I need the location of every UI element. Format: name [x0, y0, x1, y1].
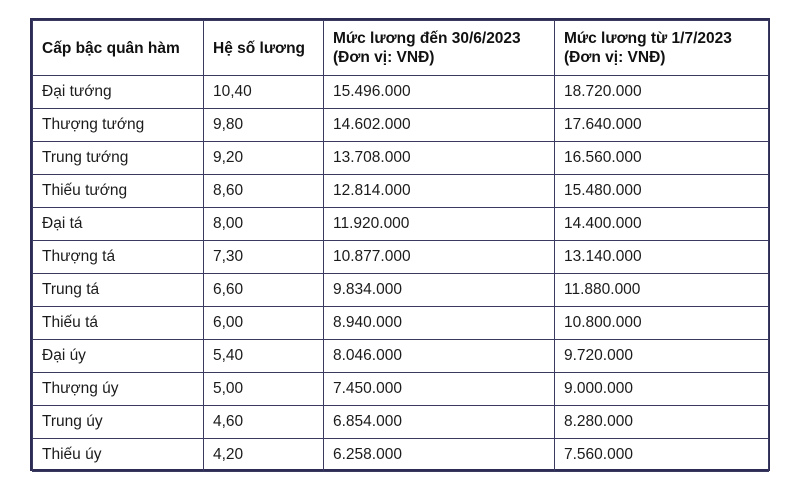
cell-rank: Trung tướng	[33, 142, 204, 175]
cell-salary-new: 17.640.000	[555, 109, 769, 142]
cell-coefficient: 10,40	[204, 76, 324, 109]
table-row	[33, 109, 769, 142]
table-header-row	[33, 21, 769, 76]
table-row	[33, 373, 769, 406]
header-salary-old-title: Mức lương đến 30/6/2023	[333, 30, 521, 47]
header-coefficient-label: Hệ số lương	[213, 39, 306, 57]
cell-salary-new: 13.140.000	[555, 241, 769, 274]
cell-rank: Đại tá	[33, 208, 204, 241]
cell-rank: Đại tướng	[33, 76, 204, 109]
cell-salary-old: 13.708.000	[324, 142, 555, 175]
cell-salary-new: 14.400.000	[555, 208, 769, 241]
cell-salary-old: 9.834.000	[324, 274, 555, 307]
table-row	[33, 175, 769, 208]
table-row	[33, 76, 769, 109]
cell-coefficient: 4,60	[204, 406, 324, 439]
cell-salary-old: 6.854.000	[324, 406, 555, 439]
cell-rank: Thượng úy	[33, 373, 204, 406]
cell-rank: Thiếu tá	[33, 307, 204, 340]
cell-coefficient: 8,60	[204, 175, 324, 208]
cell-rank: Trung úy	[33, 406, 204, 439]
cell-salary-old: 6.258.000	[324, 439, 555, 472]
table-row	[33, 439, 769, 472]
header-coefficient	[204, 21, 324, 76]
cell-salary-new: 18.720.000	[555, 76, 769, 109]
cell-coefficient: 5,00	[204, 373, 324, 406]
header-salary-new	[555, 21, 769, 76]
cell-salary-new: 11.880.000	[555, 274, 769, 307]
cell-salary-old: 8.046.000	[324, 340, 555, 373]
table-row	[33, 274, 769, 307]
cell-salary-new: 9.720.000	[555, 340, 769, 373]
cell-coefficient: 6,00	[204, 307, 324, 340]
header-rank-label: Cấp bậc quân hàm	[42, 39, 180, 57]
header-salary-old	[324, 21, 555, 76]
cell-salary-old: 15.496.000	[324, 76, 555, 109]
header-rank	[33, 21, 204, 76]
cell-salary-new: 7.560.000	[555, 439, 769, 472]
table-row	[33, 241, 769, 274]
cell-rank: Thiếu úy	[33, 439, 204, 472]
cell-rank: Thượng tá	[33, 241, 204, 274]
cell-salary-old: 8.940.000	[324, 307, 555, 340]
cell-rank: Trung tá	[33, 274, 204, 307]
cell-coefficient: 9,20	[204, 142, 324, 175]
table-row	[33, 340, 769, 373]
cell-coefficient: 4,20	[204, 439, 324, 472]
header-salary-old-unit: (Đơn vị: VNĐ)	[333, 49, 435, 66]
cell-rank: Thiếu tướng	[33, 175, 204, 208]
cell-coefficient: 8,00	[204, 208, 324, 241]
cell-rank: Thượng tướng	[33, 109, 204, 142]
cell-salary-new: 8.280.000	[555, 406, 769, 439]
cell-salary-old: 14.602.000	[324, 109, 555, 142]
header-salary-new-title: Mức lương từ 1/7/2023	[564, 30, 732, 47]
cell-coefficient: 5,40	[204, 340, 324, 373]
salary-table	[32, 20, 769, 472]
cell-salary-new: 16.560.000	[555, 142, 769, 175]
header-salary-new-unit: (Đơn vị: VNĐ)	[564, 49, 666, 66]
cell-salary-new: 15.480.000	[555, 175, 769, 208]
cell-salary-old: 7.450.000	[324, 373, 555, 406]
table-row	[33, 307, 769, 340]
cell-salary-old: 10.877.000	[324, 241, 555, 274]
cell-salary-new: 10.800.000	[555, 307, 769, 340]
cell-salary-old: 11.920.000	[324, 208, 555, 241]
table-row	[33, 208, 769, 241]
cell-salary-old: 12.814.000	[324, 175, 555, 208]
cell-rank: Đại úy	[33, 340, 204, 373]
table-row	[33, 142, 769, 175]
table-row	[33, 406, 769, 439]
cell-coefficient: 6,60	[204, 274, 324, 307]
cell-coefficient: 7,30	[204, 241, 324, 274]
cell-coefficient: 9,80	[204, 109, 324, 142]
cell-salary-new: 9.000.000	[555, 373, 769, 406]
